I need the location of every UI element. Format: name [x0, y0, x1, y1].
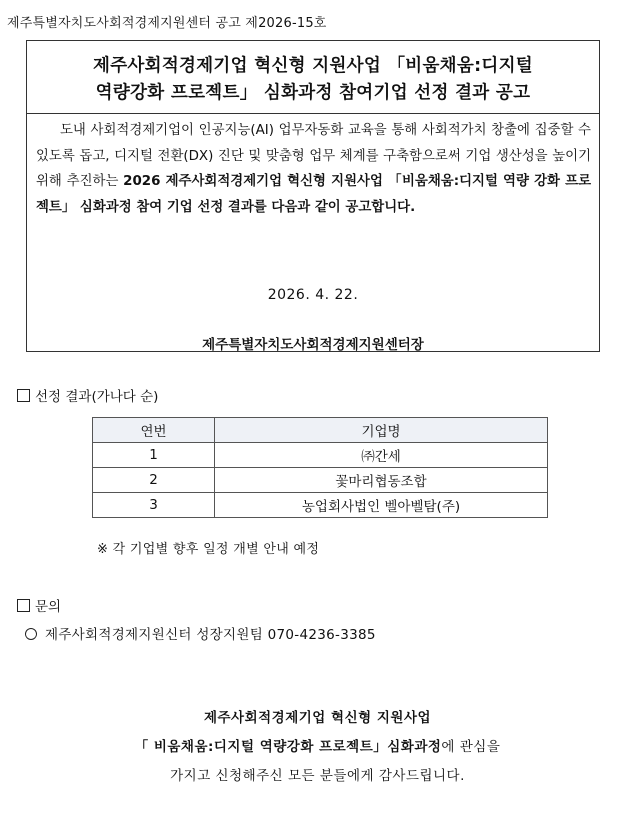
- row-num: 3: [93, 493, 215, 518]
- results-footnote: ※ 각 기업별 향후 일정 개별 안내 예정: [97, 542, 320, 557]
- notice-number: 제주특별자치도사회적경제지원센터 공고 제2026-15호: [7, 16, 327, 31]
- notice-date: 2026. 4. 22.: [267, 287, 359, 303]
- table-row: [93, 493, 548, 518]
- notice-title: [27, 41, 599, 114]
- notice-signature: 제주특별자치도사회적경제지원센터장: [202, 337, 424, 353]
- table-row: [93, 468, 548, 493]
- contact-heading-label: 문의: [35, 599, 62, 615]
- notice-title-line2: 역량강화 프로젝트」 심화과정 참여기업 선정 결과 공고: [95, 83, 531, 103]
- closing-line1: [0, 706, 635, 726]
- closing-line2-text: 에 관심을: [441, 739, 501, 755]
- table-header-row: [93, 418, 548, 443]
- results-heading: [17, 385, 158, 405]
- closing-line3: 가지고 신청해주신 모든 분들에게 감사드립니다.: [170, 768, 465, 784]
- results-heading-label: 선정 결과(가나다 순): [35, 389, 159, 405]
- notice-body: [27, 114, 599, 220]
- notice-body-text: 도내 사회적경제기업이 인공지능(AI) 업무자동화 교육을 통해 사회적가치 창출에 집중할 수 있도록 돕고, 디지털 전환(DX) 진단 및 맞춤형 업무 체계를 구축함으로써 기업 생산성을 높이기 위해 추진하는: [36, 123, 591, 189]
- closing-line2-bold-text: 「 비움채움:디지털 역량강화 프로젝트」심화과정: [134, 739, 442, 755]
- row-company-name: ㈜간세: [215, 443, 548, 468]
- square-bullet-icon: [17, 599, 30, 612]
- column-header-num: 연번: [93, 418, 215, 443]
- row-num: 2: [93, 468, 215, 493]
- column-header-name: 기업명: [215, 418, 548, 443]
- contact-heading: [17, 595, 61, 615]
- contact-info: [25, 623, 376, 643]
- row-company-name: 농업회사법인 벨아벨탐(주): [215, 493, 548, 518]
- table-row: [93, 443, 548, 468]
- contact-info-text: 제주사회적경제지원신터 성장지원팀 070-4236-3385: [45, 627, 376, 643]
- closing-line1-text: 제주사회적경제기업 혁신형 지원사업: [203, 710, 432, 726]
- results-table: [92, 417, 548, 518]
- notice-box: [26, 40, 600, 352]
- circle-bullet-icon: [25, 628, 37, 640]
- row-num: 1: [93, 443, 215, 468]
- square-bullet-icon: [17, 389, 30, 402]
- notice-title-line1: 제주사회적경제기업 혁신형 지원사업 「비움채움:디지털: [93, 56, 533, 76]
- row-company-name: 꽃마리협동조합: [215, 468, 548, 493]
- closing-line2: [0, 735, 635, 755]
- notice-body-bold-text: 2026 제주사회적경제기업 혁신형 지원사업 「비움채움:디지털 역량 강화 프로젝트」 심화과정 참여 기업 선정 결과를 다음과 같이 공고합니다.: [36, 174, 592, 215]
